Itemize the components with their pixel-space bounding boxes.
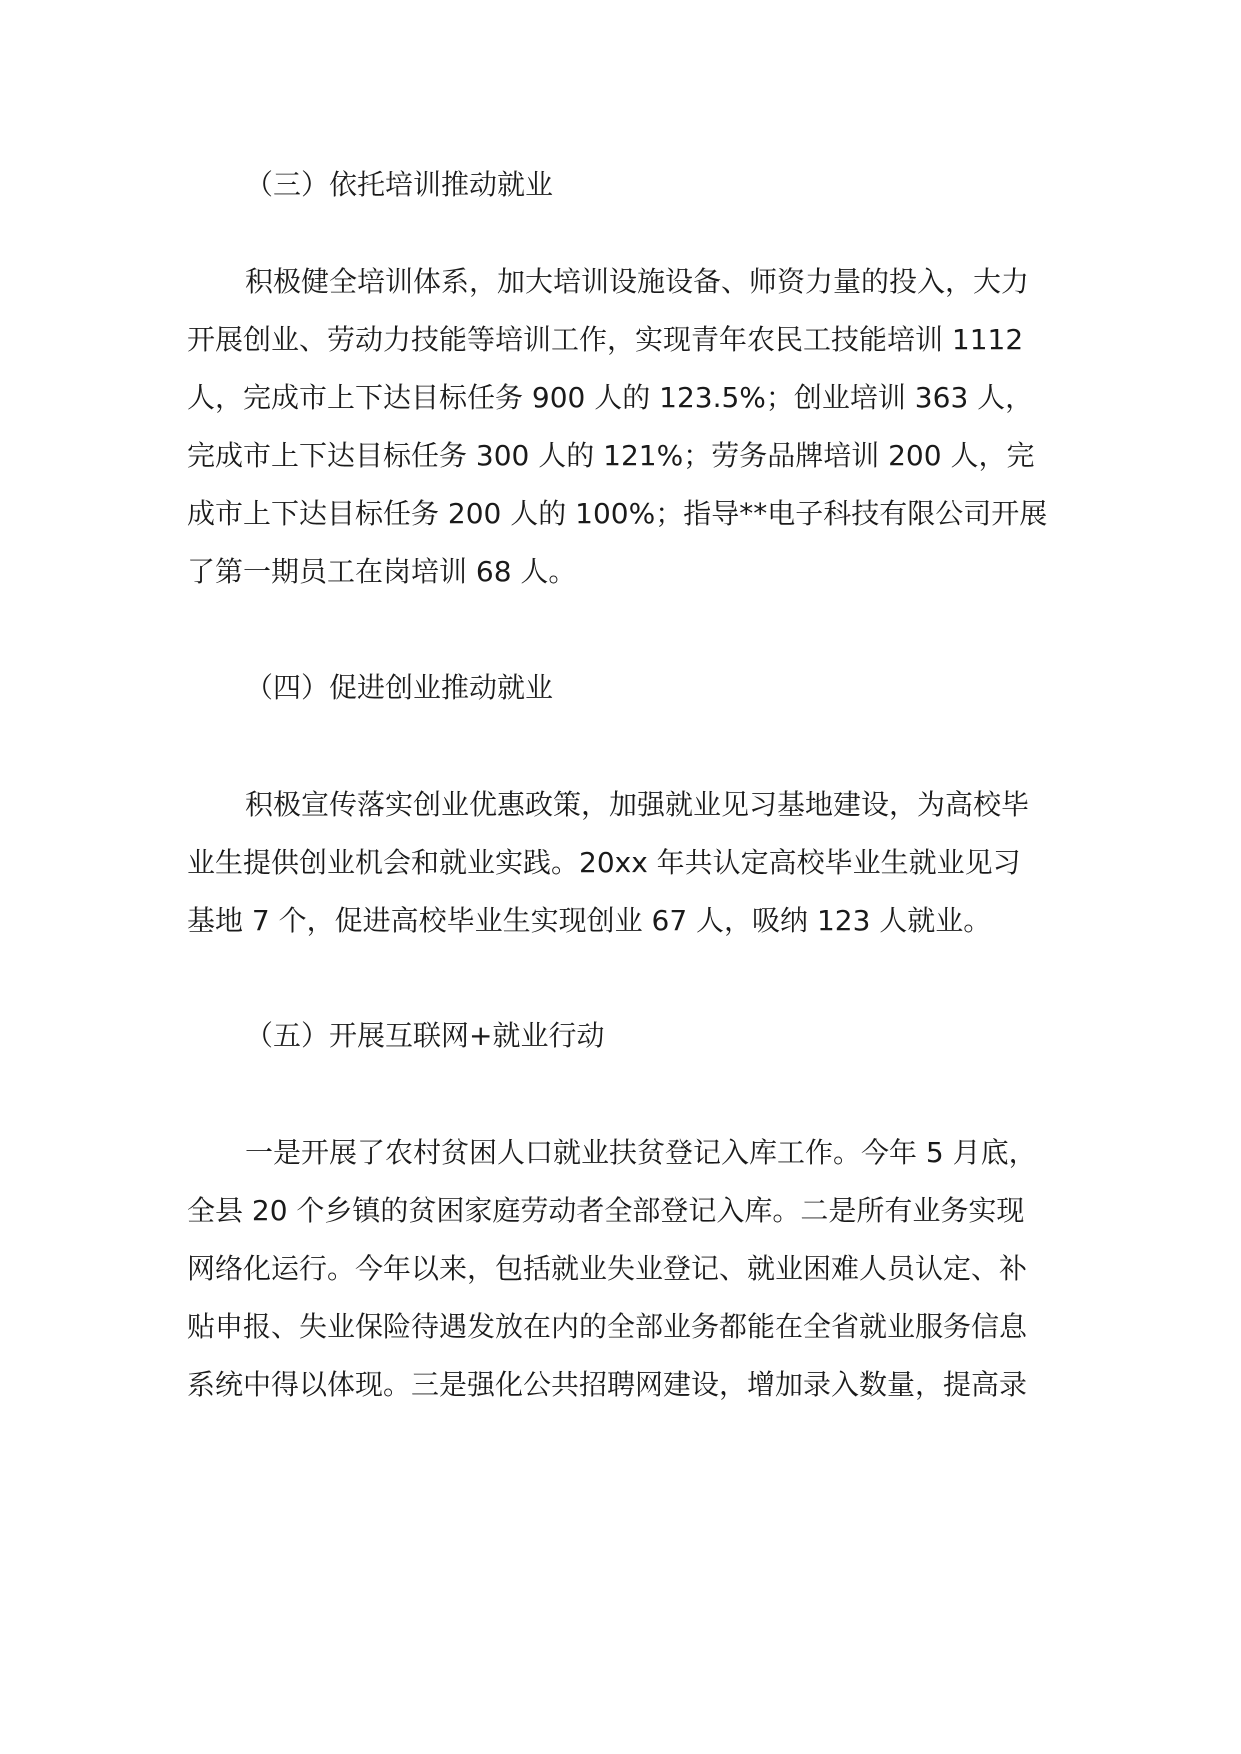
section-heading: （三）依托培训推动就业: [245, 168, 554, 201]
section-heading: （五）开展互联网+就业行动: [245, 1019, 605, 1052]
paragraph-line: 开展创业、劳动力技能等培训工作，实现青年农民工技能培训 1112: [187, 323, 1024, 356]
paragraph-line: 人，完成市上下达目标任务 900 人的 123.5%；创业培训 363 人，: [187, 381, 1034, 414]
paragraph-line: 系统中得以体现。三是强化公共招聘网建设，增加录入数量，提高录: [187, 1368, 1028, 1401]
paragraph-line: 业生提供创业机会和就业实践。20xx 年共认定高校毕业生就业见习: [187, 846, 1021, 879]
paragraph-line: 网络化运行。今年以来，包括就业失业登记、就业困难人员认定、补: [187, 1252, 1028, 1285]
section-heading: （四）促进创业推动就业: [245, 671, 554, 704]
paragraph-line: 积极健全培训体系，加大培训设施设备、师资力量的投入，大力: [245, 265, 1030, 298]
paragraph-line: 积极宣传落实创业优惠政策，加强就业见习基地建设，为高校毕: [245, 788, 1030, 821]
paragraph-line: 完成市上下达目标任务 300 人的 121%；劳务品牌培训 200 人，完: [187, 439, 1035, 472]
paragraph-line: 了第一期员工在岗培训 68 人。: [187, 555, 577, 588]
paragraph-line: 一是开展了农村贫困人口就业扶贫登记入库工作。今年 5 月底，: [245, 1136, 1037, 1169]
paragraph-line: 成市上下达目标任务 200 人的 100%；指导**电子科技有限公司开展: [187, 497, 1048, 530]
paragraph-line: 贴申报、失业保险待遇发放在内的全部业务都能在全省就业服务信息: [187, 1310, 1028, 1343]
paragraph-line: 全县 20 个乡镇的贫困家庭劳动者全部登记入库。二是所有业务实现: [187, 1194, 1025, 1227]
paragraph-line: 基地 7 个，促进高校毕业生实现创业 67 人，吸纳 123 人就业。: [187, 904, 992, 937]
